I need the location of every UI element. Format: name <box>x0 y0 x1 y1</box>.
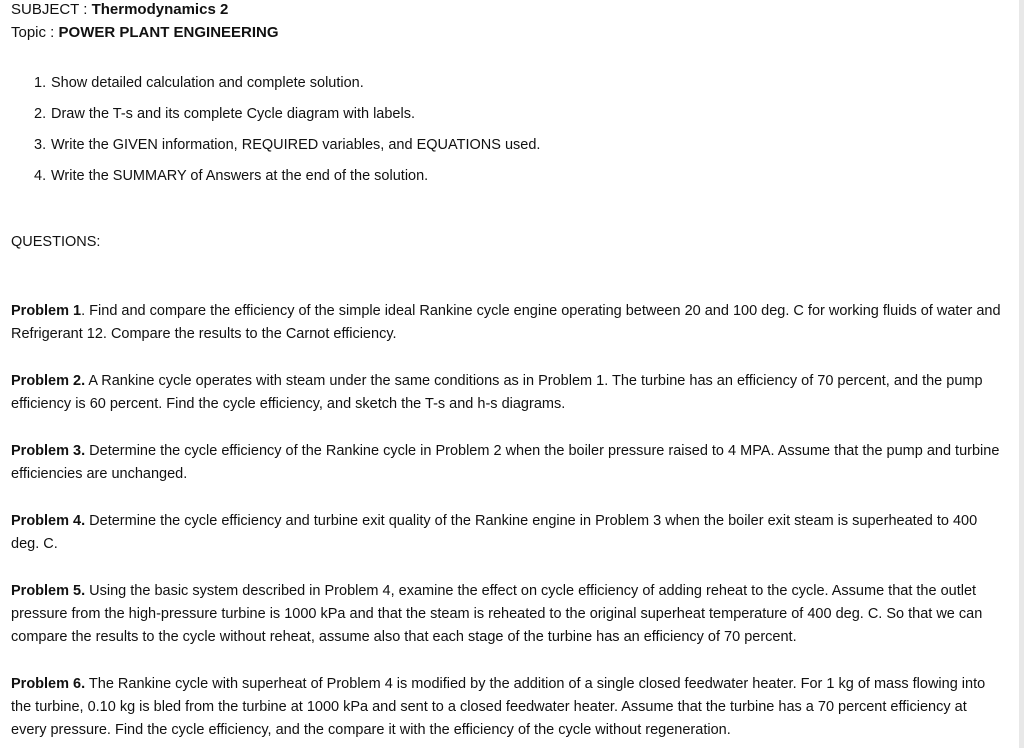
problem-3 <box>11 440 1003 486</box>
instruction-number: 4. <box>34 168 47 184</box>
page-edge-shadow <box>1019 0 1024 748</box>
problem-label: Problem 3. <box>11 443 86 459</box>
instruction-text: Write the SUMMARY of Answers at the end of the solution. <box>51 168 429 184</box>
instruction-item <box>34 105 540 136</box>
problem-4 <box>11 510 1003 556</box>
instruction-text: Draw the T-s and its complete Cycle diagram with labels. <box>51 106 415 122</box>
problem-text: The Rankine cycle with superheat of Problem 4 is modified by the addition of a single closed feedwater heater. For 1 kg of mass flowing into the turbine, 0.10 kg is bled from the turbine at 1000 kPa and sent to a closed feedwater heater. Assume that the turbine has a 70 percent efficiency at every pressure. Find the cycle efficiency, and the compare it with the efficiency of the cycle without regeneration. <box>11 676 986 738</box>
problem-text: Determine the cycle efficiency and turbine exit quality of the Rankine engine in Problem 3 when the boiler exit steam is superheated to 400 deg. C. <box>11 513 978 552</box>
instruction-number: 1. <box>34 75 47 91</box>
problem-text: Using the basic system described in Problem 4, examine the effect on cycle efficiency of adding reheat to the cycle. Assume that the outlet pressure from the high-pressure turbine is 1000 kPa and that the steam is reheated to the original superheat temperature of 400 deg. C. So that we can compare the results to the cycle without reheat, assume also that each stage of the turbine has an efficiency of 70 percent. <box>11 583 983 645</box>
subject-label: SUBJECT : <box>11 1 92 18</box>
instruction-item <box>34 74 540 105</box>
instruction-number: 3. <box>34 137 47 153</box>
problem-label: Problem 5. <box>11 583 86 599</box>
instruction-number: 2. <box>34 106 47 122</box>
problem-separator: . <box>81 303 90 319</box>
subject-line <box>11 1 228 19</box>
problem-label: Problem 6. <box>11 676 86 692</box>
problem-6 <box>11 673 1003 742</box>
problem-text: A Rankine cycle operates with steam under the same conditions as in Problem 1. The turbine has an efficiency of 70 percent, and the pump efficiency is 60 percent. Find the cycle efficiency, and sketch the T-s and h-s diagrams. <box>11 373 983 412</box>
topic-value: POWER PLANT ENGINEERING <box>58 24 279 41</box>
instruction-text: Write the GIVEN information, REQUIRED variables, and EQUATIONS used. <box>51 137 541 153</box>
topic-line <box>11 24 279 42</box>
problem-text: Determine the cycle efficiency of the Rankine cycle in Problem 2 when the boiler pressure raised to 4 MPA. Assume that the pump and turbine efficiencies are unchanged. <box>11 443 1000 482</box>
topic-label: Topic : <box>11 24 59 41</box>
problem-label: Problem 1 <box>11 303 82 319</box>
problem-2 <box>11 370 1003 416</box>
problem-label: Problem 2. <box>11 373 86 389</box>
instruction-item <box>34 136 540 167</box>
problem-5 <box>11 580 1003 649</box>
problem-text: Find and compare the efficiency of the simple ideal Rankine cycle engine operating between 20 and 100 deg. C for working fluids of water and Refrigerant 12. Compare the results to the Carnot efficiency. <box>11 303 1001 342</box>
instruction-item <box>34 167 540 198</box>
subject-value: Thermodynamics 2 <box>91 1 229 18</box>
problem-label: Problem 4. <box>11 513 86 529</box>
questions-heading: QUESTIONS: <box>11 234 101 250</box>
instruction-text: Show detailed calculation and complete solution. <box>51 75 364 91</box>
instruction-list <box>34 74 540 198</box>
problem-1 <box>11 300 1003 346</box>
